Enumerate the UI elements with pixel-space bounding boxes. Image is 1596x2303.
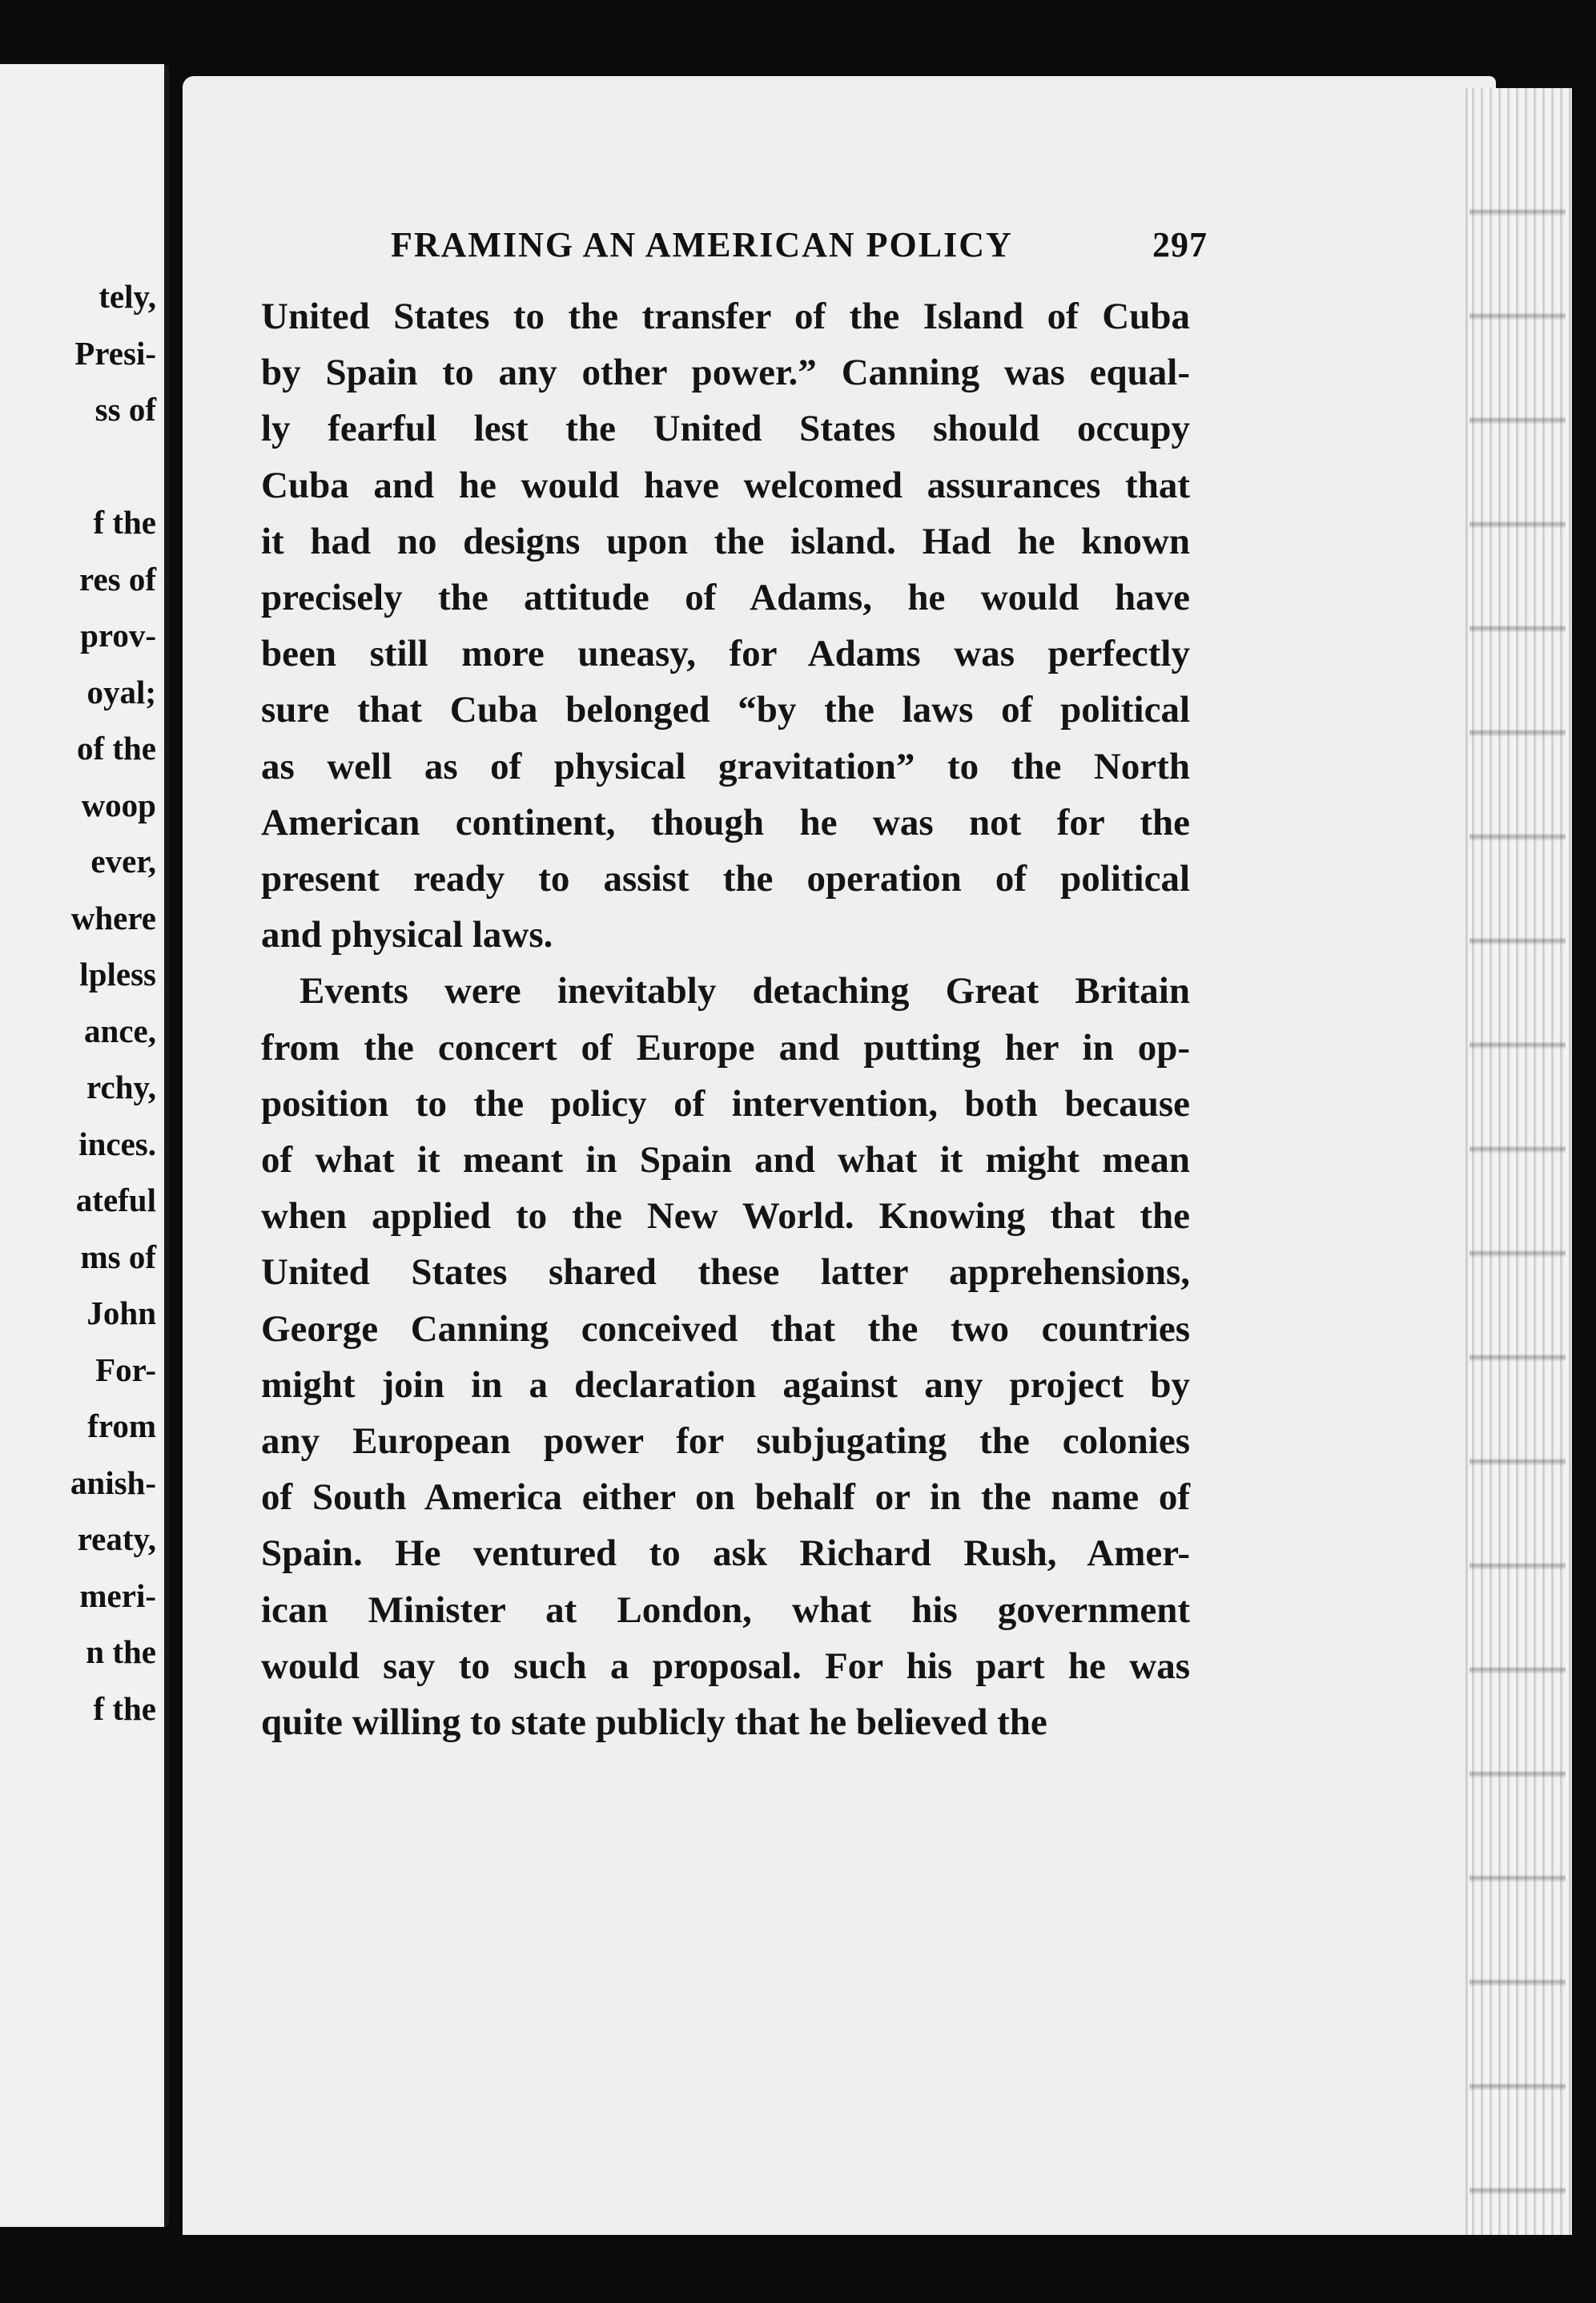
text-line: by Spain to any other power.” Canning was equal-: [261, 352, 1190, 394]
text-line: present ready to assist the operation of political: [261, 858, 1190, 900]
facing-page-line: oyal;: [86, 673, 156, 711]
facing-page-line: ever,: [90, 843, 156, 880]
facing-page-line: ms of: [80, 1238, 156, 1275]
facing-page-line: of the: [76, 730, 156, 767]
text-line: as well as of physical gravitation” to the North: [261, 745, 1190, 787]
facing-page: [0, 64, 169, 2227]
facing-page-line: reaty,: [77, 1520, 156, 1557]
facing-page-line: f the: [93, 504, 156, 541]
text-line: it had no designs upon the island. Had he known: [261, 520, 1190, 562]
text-line: precisely the attitude of Adams, he would have: [261, 577, 1190, 619]
facing-page-line: ance,: [84, 1012, 156, 1049]
text-line: would say to such a proposal. For his part he was: [261, 1645, 1190, 1687]
text-line: position to the policy of intervention, both because: [261, 1082, 1190, 1125]
facing-page-line: from: [87, 1407, 156, 1444]
facing-page-line: meri-: [79, 1576, 156, 1614]
facing-page-line: where: [70, 899, 156, 936]
text-line: and physical laws.: [261, 914, 553, 956]
text-line: quite willing to state publicly that he believed the: [261, 1701, 1047, 1744]
facing-page-line: ss of: [94, 391, 156, 428]
facing-page-line: ateful: [75, 1182, 156, 1218]
facing-page-line: res of: [78, 560, 156, 598]
text-line: of what it meant in Spain and what it might mean: [261, 1139, 1190, 1182]
text-line: sure that Cuba belonged “by the laws of political: [261, 689, 1190, 731]
facing-page-line: John: [86, 1294, 156, 1331]
facing-page-line: inces.: [78, 1125, 156, 1162]
text-line: Spain. He ventured to ask Richard Rush, Amer-: [261, 1532, 1190, 1575]
text-line: any European power for subjugating the colonies: [261, 1420, 1190, 1463]
text-line: of South America either on behalf or in the name of: [261, 1476, 1190, 1519]
text-line: Events were inevitably detaching Great Britain: [300, 970, 1190, 1013]
text-line: when applied to the New World. Knowing that the: [261, 1195, 1190, 1238]
facing-page-line: [70, 438, 156, 495]
facing-page-line: woop: [81, 786, 156, 823]
text-line: might join in a declaration against any project by: [261, 1363, 1190, 1406]
facing-page-line: Presi-: [74, 334, 156, 372]
running-header: [391, 224, 1208, 265]
facing-page-line: rchy,: [86, 1069, 156, 1105]
text-line: from the concert of Europe and putting her in op-: [261, 1026, 1190, 1069]
page-number: 297: [1152, 225, 1208, 264]
facing-page-line: For-: [95, 1351, 156, 1388]
text-line: United States to the transfer of the Island of Cuba: [261, 296, 1190, 337]
text-line: been still more uneasy, for Adams was perfectly: [261, 633, 1190, 675]
facing-page-line: lpless: [79, 956, 156, 992]
text-line: American continent, though he was not for the: [261, 801, 1190, 843]
text-line: George Canning conceived that the two countries: [261, 1307, 1190, 1350]
page-edge-shadows: [1469, 112, 1566, 2195]
scan-border: [183, 2235, 1596, 2303]
facing-page-line: f the: [93, 1689, 156, 1727]
facing-page-line: anish-: [70, 1464, 156, 1501]
text-line: Cuba and he would have welcomed assurances that: [261, 464, 1190, 506]
facing-page-line: tely,: [98, 278, 156, 315]
facing-page-text: [70, 268, 156, 1737]
facing-page-line: prov-: [80, 617, 156, 654]
facing-page-line: n the: [86, 1633, 156, 1670]
body-text: [261, 288, 1190, 1750]
text-line: ly fearful lest the United States should occupy: [261, 408, 1190, 450]
text-line: United States shared these latter apprehensions,: [261, 1251, 1190, 1294]
running-title: FRAMING AN AMERICAN POLICY: [391, 225, 1013, 264]
text-line: ican Minister at London, what his government: [261, 1588, 1190, 1631]
